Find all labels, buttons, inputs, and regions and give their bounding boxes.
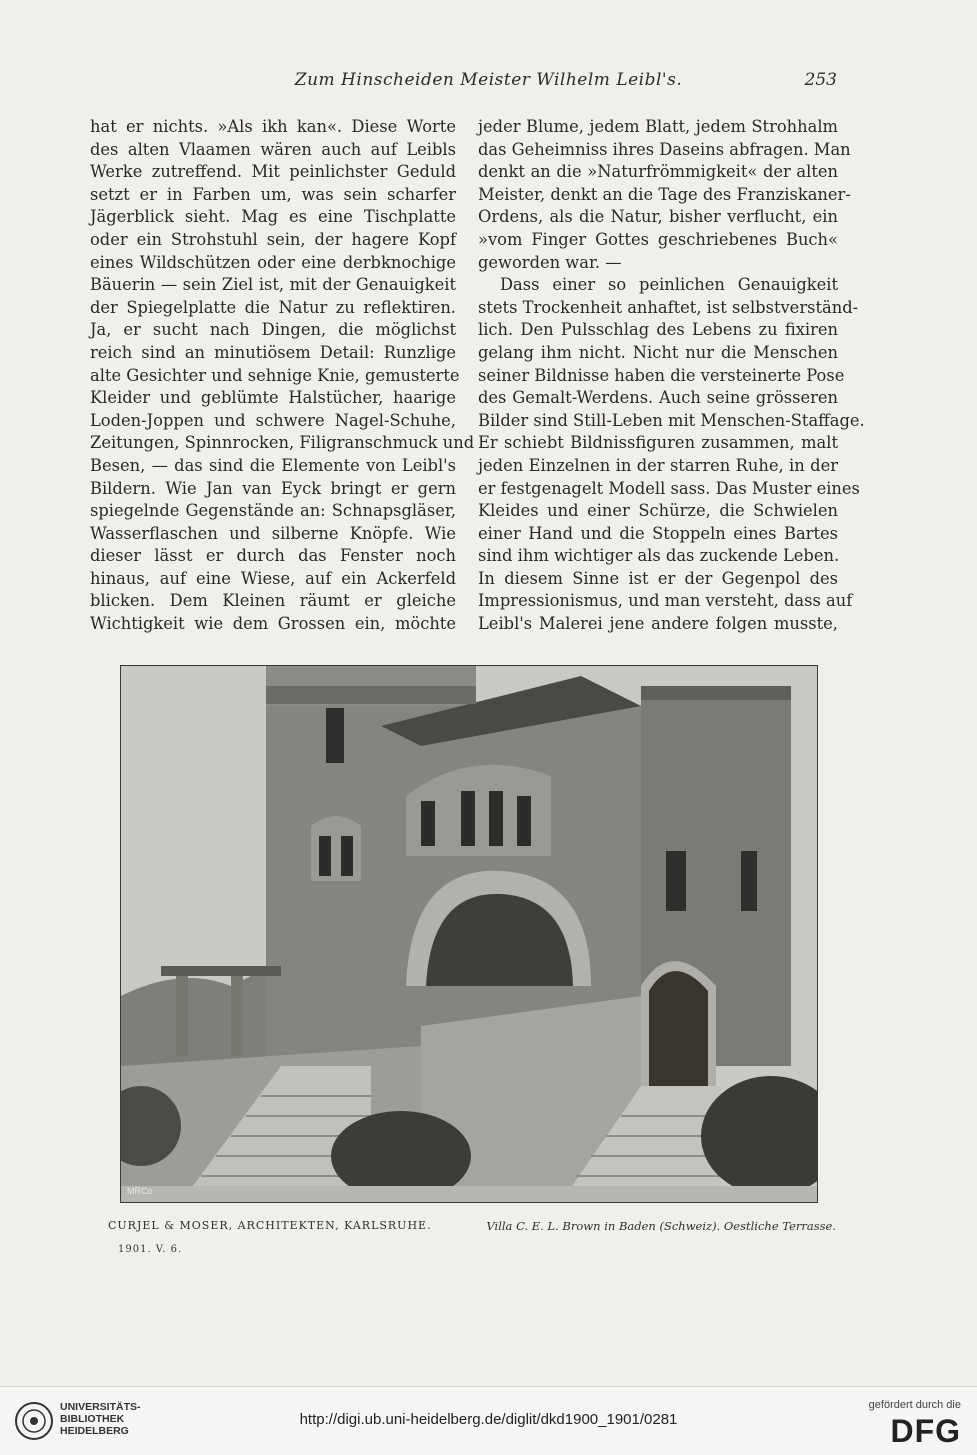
text-line: Jägerblick sieht. Mag es eine Tischplatte xyxy=(90,207,456,227)
villa-photograph xyxy=(120,665,818,1203)
permalink-url[interactable]: http://digi.ub.uni-heidelberg.de/diglit/dkd1900_1901/0281 xyxy=(299,1411,678,1428)
text-line: Ja, er sucht nach Dingen, die möglichst xyxy=(90,320,456,340)
text-line: Kleider und geblümte Halstücher, haarige xyxy=(90,388,456,408)
text-line: eines Wildschützen oder eine derbknochige xyxy=(90,252,456,272)
text-line: einer Hand und die Stoppeln eines Bartes xyxy=(478,523,838,543)
text-line: sind ihm wichtiger als das zuckende Leben. xyxy=(478,546,840,566)
text-line: Impressionismus, und man versteht, dass auf xyxy=(478,591,853,611)
text-line: Bäuerin — sein Ziel ist, mit der Genauigkeit xyxy=(90,275,456,295)
text-line: spiegelnde Gegenstände an: Schnapsgläser, xyxy=(90,501,456,521)
running-title: Zum Hinscheiden Meister Wilhelm Leibl's. xyxy=(294,70,683,90)
text-line: Bilder sind Still-Leben mit Menschen-Staffage. xyxy=(478,410,865,430)
text-line: reich sind an minutiösem Detail: Runzlige xyxy=(90,342,456,362)
institution-line: HEIDELBERG xyxy=(60,1425,129,1437)
figure-caption xyxy=(100,1219,836,1237)
text-line: oder ein Strohstuhl sein, der hagere Kopf xyxy=(90,229,456,249)
text-line: Dass einer so peinlichen Genauigkeit xyxy=(500,275,838,295)
text-line: setzt er in Farben um, was sein scharfer xyxy=(90,184,456,204)
running-head xyxy=(0,70,977,94)
photo-mark: MRCo xyxy=(127,1186,153,1196)
caption-architects: CURJEL & MOSER, ARCHITEKTEN, KARLSRUHE. xyxy=(108,1219,432,1232)
text-line: jeder Blume, jedem Blatt, jedem Strohhalm xyxy=(478,117,838,136)
caption-title: Villa C. E. L. Brown in Baden (Schweiz). Oestliche Terrasse. xyxy=(486,1219,836,1233)
text-line: Loden-Joppen und schwere Nagel-Schuhe, xyxy=(90,410,456,430)
text-line: blicken. Dem Kleinen räumt er gleiche xyxy=(90,591,456,611)
page-number: 253 xyxy=(804,70,837,90)
text-line: Zeitungen, Spinnrocken, Filigranschmuck und xyxy=(90,433,475,453)
text-line: geworden war. — xyxy=(478,252,622,272)
text-line: Er schiebt Bildnissfiguren zusammen, malt xyxy=(478,433,838,453)
text-line: Werke zutreffend. Mit peinlichster Geduld xyxy=(90,162,456,182)
text-line: hinaus, auf eine Wiese, auf ein Ackerfeld xyxy=(90,568,456,588)
text-line: er festgenagelt Modell sass. Das Muster eines xyxy=(478,478,860,498)
villa-illustration xyxy=(121,666,817,1202)
signature-mark: 1901. V. 6. xyxy=(118,1244,183,1255)
funding-label: gefördert durch die xyxy=(868,1399,961,1411)
text-column-right xyxy=(478,116,865,636)
text-line: jeden Einzelnen in der starren Ruhe, in der xyxy=(478,455,838,475)
text-line: Meister, denkt an die Tage des Franziskaner- xyxy=(478,184,851,204)
text-line: der Spiegelplatte die Natur zu reflektiren. xyxy=(90,297,456,317)
text-line: Besen, — das sind die Elemente von Leibl's xyxy=(90,455,456,475)
text-line: stets Trockenheit anhaftet, ist selbstverständ- xyxy=(478,297,859,317)
text-line: Wichtigkeit wie dem Grossen ein, möchte xyxy=(90,614,456,634)
digitization-footer xyxy=(0,1386,977,1455)
text-line: alte Gesichter und sehnige Knie, gemusterte xyxy=(90,365,460,385)
text-line: In diesem Sinne ist er der Gegenpol des xyxy=(478,568,838,588)
text-line: Wasserflaschen und silberne Knöpfe. Wie xyxy=(90,523,456,543)
text-line: hat er nichts. »Als ikh kan«. Diese Worte xyxy=(90,117,456,136)
text-line: Ordens, als die Natur, bisher verflucht, ein xyxy=(478,207,838,227)
institution-line: BIBLIOTHEK xyxy=(60,1413,125,1425)
text-line: »vom Finger Gottes geschriebenes Buch« xyxy=(478,229,838,249)
text-line: Leibl's Malerei jene andere folgen musste, xyxy=(478,614,838,634)
text-line: des alten Vlaamen wären auch auf Leibls xyxy=(90,139,456,159)
text-line: lich. Den Pulsschlag des Lebens zu fixiren xyxy=(478,320,838,340)
text-column-left xyxy=(90,116,475,636)
text-line: denkt an die »Naturfrömmigkeit« der alten xyxy=(478,162,838,182)
text-line: Bildern. Wie Jan van Eyck bringt er gern xyxy=(90,478,456,498)
text-line: das Geheimniss ihres Daseins abfragen. Man xyxy=(478,139,851,159)
text-line: des Gemalt-Werdens. Auch seine grösseren xyxy=(478,388,838,408)
text-line: gelang ihm nicht. Nicht nur die Menschen xyxy=(478,342,838,362)
text-line: Kleides und einer Schürze, die Schwielen xyxy=(478,501,838,521)
institution-line: UNIVERSITÄTS- xyxy=(60,1401,141,1413)
text-line: seiner Bildnisse haben die versteinerte Pose xyxy=(478,365,845,385)
text-line: dieser lässt er durch das Fenster noch xyxy=(90,546,456,566)
dfg-logo: DFG xyxy=(890,1413,961,1449)
